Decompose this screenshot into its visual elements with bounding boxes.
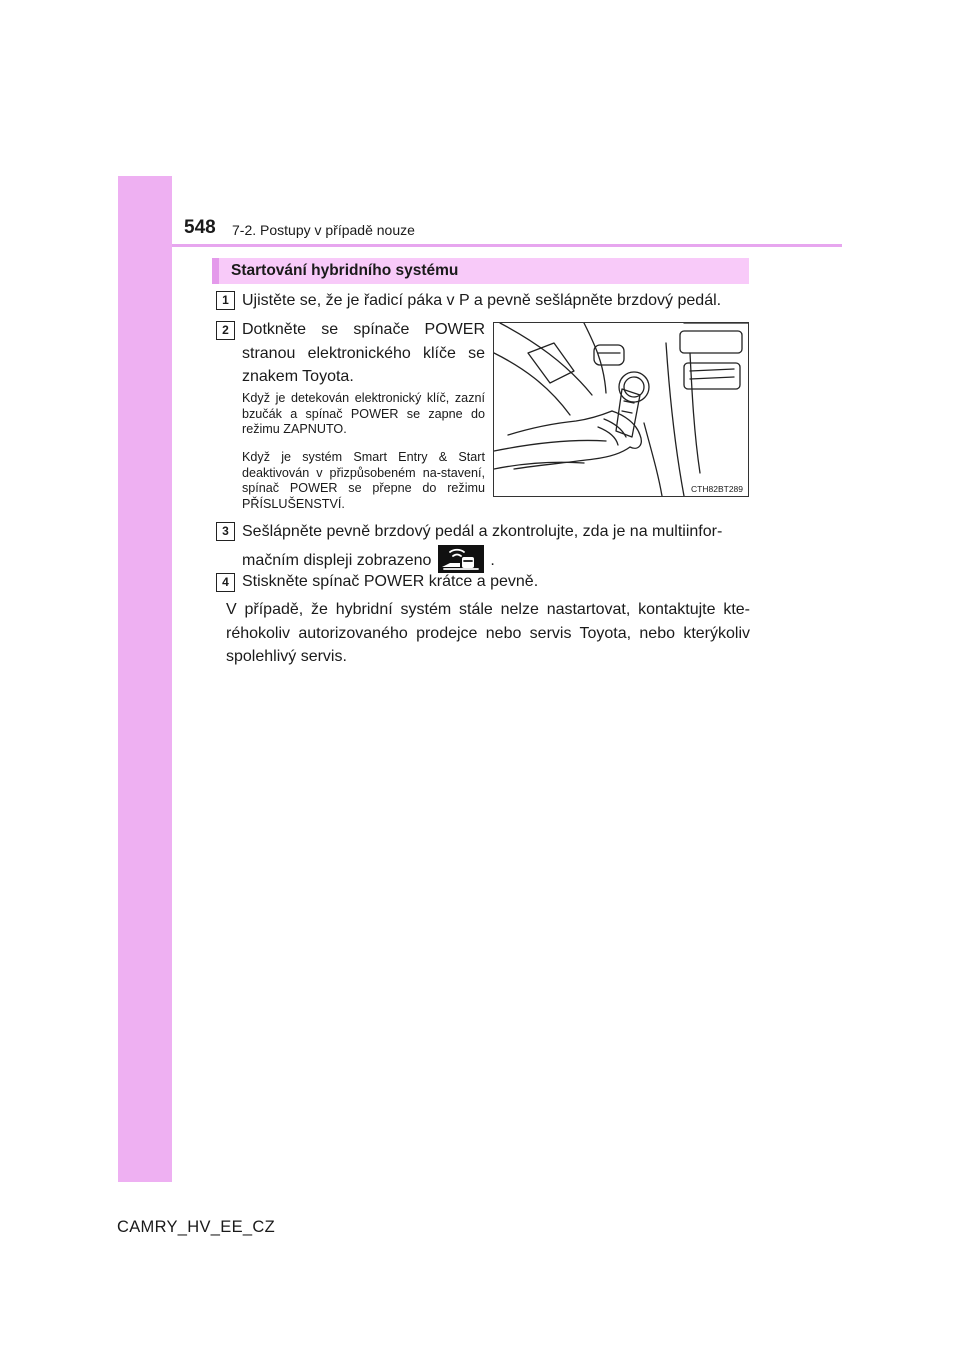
power-switch-illustration	[493, 322, 749, 497]
step-number-3: 3	[216, 522, 235, 541]
chapter-sidebar-tab	[118, 176, 172, 1182]
key-brake-indicator-icon	[438, 545, 484, 573]
section-title: Startování hybridního systému	[231, 262, 459, 279]
hand-key-power-switch-drawing	[494, 323, 748, 496]
step-number-1: 1	[216, 291, 235, 310]
illustration-code: CTH82BT289	[691, 484, 743, 494]
step-3-line-2-start: mačním displeji zobrazeno	[242, 552, 432, 569]
footer-model-code: CAMRY_HV_EE_CZ	[117, 1218, 275, 1236]
key-brake-indicator-glyph	[438, 545, 484, 573]
step-4-text: Stiskněte spínač POWER krátce a pevně.	[242, 573, 539, 590]
step-3-line-1: Sešlápněte pevně brzdový pedál a zkontrolujte, zda je na multiinfor-	[242, 523, 723, 540]
section-heading-bar	[212, 258, 749, 284]
header-divider	[172, 244, 842, 247]
page-number: 548	[184, 217, 216, 238]
step-number-4: 4	[216, 573, 235, 592]
step-3-text	[242, 520, 752, 573]
final-paragraph: V případě, že hybridní systém stále nelze nastartovat, kontaktujte kte-réhokoliv autorizovaného prodejce nebo servis Toyota, nebo kterýkoliv spolehlivý servis.	[226, 601, 750, 665]
step-1-text: Ujistěte se, že je řadicí páka v P a pevně sešlápněte brzdový pedál.	[242, 292, 722, 309]
chapter-title: 7-2. Postupy v případě nouze	[232, 222, 415, 238]
step-3-line-2-end: .	[490, 552, 495, 569]
step-3-line-2	[242, 545, 752, 573]
step-number-2: 2	[216, 321, 235, 340]
step-2-text: Dotkněte se spínače POWER stranou elektronického klíče se znakem Toyota.	[242, 321, 485, 385]
step-2-note-1: Když je detekován elektronický klíč, zazní bzučák a spínač POWER se zapne do režimu ZAPNUTO.	[242, 391, 485, 436]
step-2-note-2: Když je systém Smart Entry & Start deaktivován v přizpůsobeném na-stavení, spínač POWER se přepne do režimu PŘÍSLUŠENSTVÍ.	[242, 450, 485, 511]
